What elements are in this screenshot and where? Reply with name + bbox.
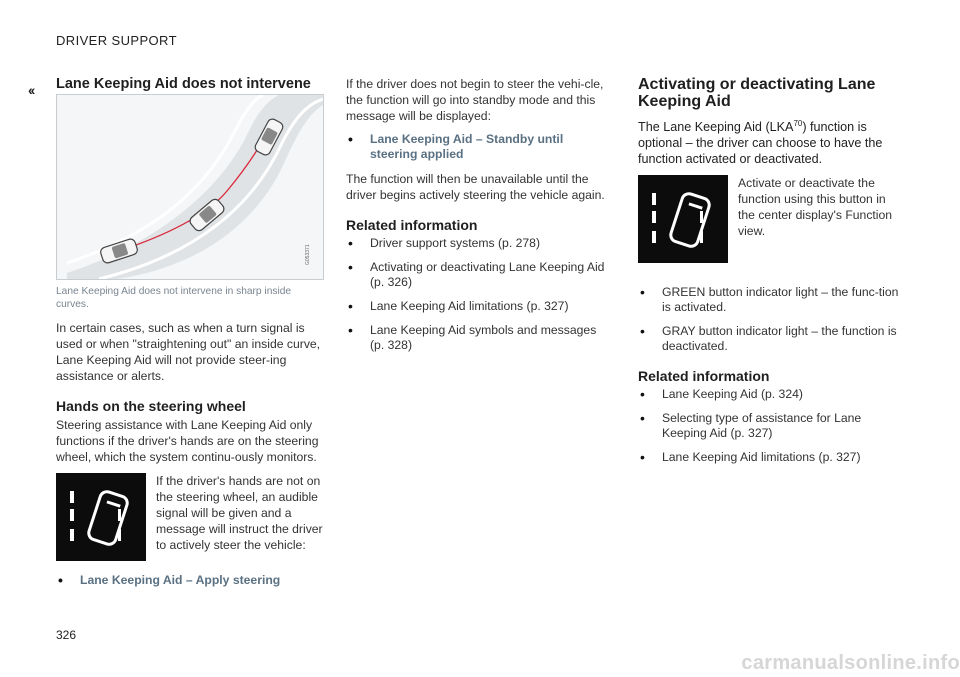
bullet-gray: • GRAY button indicator light – the function is deactivated. <box>638 324 906 354</box>
related-heading-2: Related information <box>638 368 770 385</box>
related-link[interactable]: • Lane Keeping Aid limitations (p. 327) <box>346 299 608 314</box>
page-number: 326 <box>56 628 77 642</box>
column-1 <box>56 76 324 597</box>
hands-paragraph: Steering assistance with Lane Keeping Aid only functions if the driver's hands are on the steering wheel, which the system continu-ously monitors. <box>56 418 319 464</box>
unavailable-paragraph: The function will then be unavailable until the driver begins actively steering the vehicle again. <box>346 172 605 202</box>
column-3 <box>638 76 906 474</box>
section-header: DRIVER SUPPORT <box>56 33 177 48</box>
lane-keeping-button-icon <box>638 175 728 263</box>
body-paragraph: In certain cases, such as when a turn signal is used or when "straightening out" an inside curve, Lane Keeping Aid will not provide steer-ing assistance or alerts. <box>56 321 321 383</box>
related-link[interactable]: • Lane Keeping Aid (p. 324) <box>638 387 906 402</box>
section-title-activate: Activating or deactivating Lane Keeping Aid <box>638 76 876 110</box>
section-title-not-intervene: Lane Keeping Aid does not intervene <box>56 76 311 92</box>
related-link[interactable]: • Selecting type of assistance for Lane Keeping Aid (p. 327) <box>638 411 906 441</box>
hands-float-text: If the driver's hands are not on the steering wheel, an audible signal will be given and a message will instruct the driver to actively steer the vehicle: <box>156 474 323 552</box>
related-link[interactable]: • Activating or deactivating Lane Keeping Aid (p. 326) <box>346 260 608 290</box>
standby-paragraph: If the driver does not begin to steer the vehi-cle, the function will go into standby mode and this message will be displayed: <box>346 77 604 123</box>
column-2 <box>346 76 608 362</box>
back-chevron-icon[interactable]: ‹‹ <box>28 82 34 98</box>
related-list <box>346 236 608 353</box>
related-list-2 <box>638 387 906 465</box>
bullet-green: • GREEN button indicator light – the func-tion is activated. <box>638 285 906 315</box>
button-float-text: Activate or deactivate the function using this button in the center display's Function view. <box>738 176 893 239</box>
sharp-curve-diagram <box>56 94 324 280</box>
lead-paragraph: The Lane Keeping Aid (LKA$^{70}$) function is optional – the driver can choose to have the function activated or deactivated. <box>638 119 883 167</box>
message-apply-steering: • Lane Keeping Aid – Apply steering <box>56 573 324 588</box>
related-link[interactable]: • Lane Keeping Aid limitations (p. 327) <box>638 450 906 465</box>
message-standby: • Lane Keeping Aid – Standby until steering applied <box>346 132 608 162</box>
related-link[interactable]: • Lane Keeping Aid symbols and messages (p. 328) <box>346 323 608 353</box>
watermark: carmanualsonline.info <box>741 652 960 674</box>
figure-caption: Lane Keeping Aid does not intervene in sharp inside curves. <box>56 286 292 310</box>
related-heading: Related information <box>346 217 478 233</box>
hands-heading: Hands on the steering wheel <box>56 398 246 414</box>
related-link[interactable]: • Driver support systems (p. 278) <box>346 236 608 251</box>
lane-keeping-icon <box>56 473 146 561</box>
figure-code: G053371 <box>305 244 311 265</box>
